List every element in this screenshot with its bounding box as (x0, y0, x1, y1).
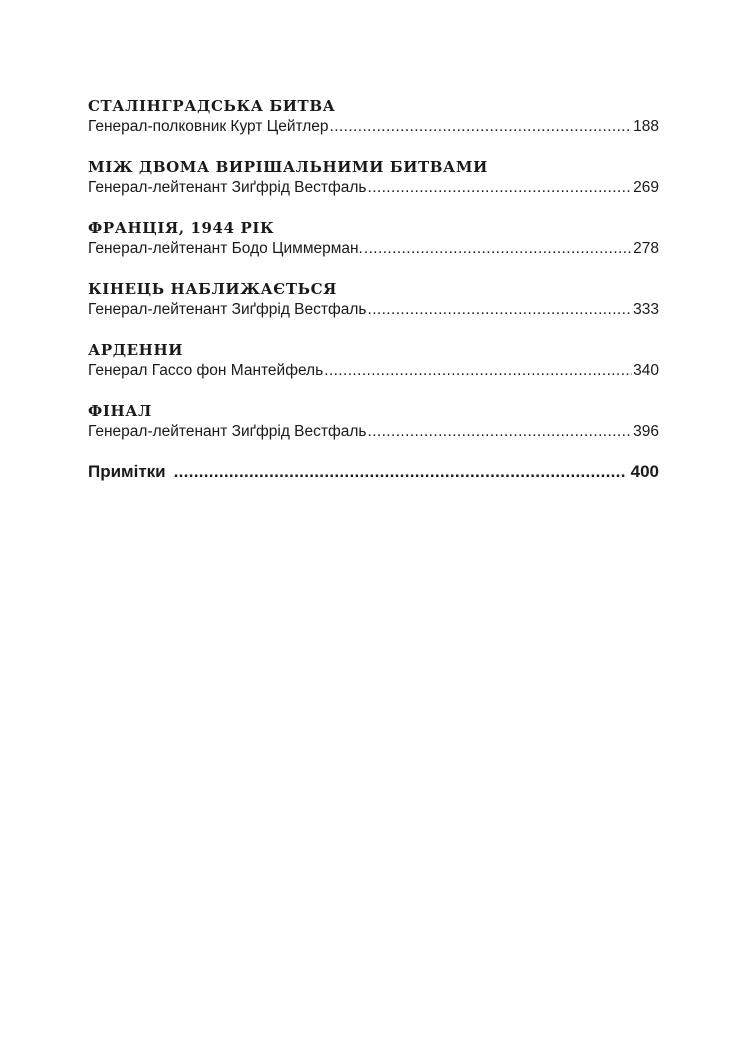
toc-section-end-approaches (88, 279, 659, 321)
section-title: СТАЛІНГРАДСЬКА БИТВА (88, 97, 336, 115)
entry-page-number: 333 (633, 301, 659, 318)
toc-section-ardennes (88, 340, 659, 382)
toc-section-between-battles (88, 157, 659, 199)
toc-entry[interactable] (88, 238, 659, 260)
entry-page-number: 269 (633, 179, 659, 196)
section-title: АРДЕННИ (88, 341, 183, 359)
dot-leader (367, 299, 632, 321)
toc-section-stalingrad (88, 96, 659, 138)
dot-leader (364, 238, 632, 260)
dot-leader (367, 177, 632, 199)
notes-label: Примітки (88, 462, 166, 481)
dot-leader (367, 421, 632, 443)
toc-entry-notes[interactable] (88, 460, 659, 484)
dot-leader (174, 460, 627, 484)
toc-entry[interactable] (88, 421, 659, 443)
toc-entry[interactable] (88, 177, 659, 199)
section-title: ФІНАЛ (88, 402, 152, 420)
entry-author: Генерал Гассо фон Мантейфель (88, 362, 324, 379)
notes-page-number: 400 (630, 462, 659, 481)
entry-page-number: 278 (633, 240, 659, 257)
entry-page-number: 188 (633, 118, 659, 135)
toc-entry[interactable] (88, 360, 659, 382)
dot-leader (324, 360, 632, 382)
section-title: ФРАНЦІЯ, 1944 РІК (88, 219, 275, 237)
toc-section-france-1944 (88, 218, 659, 260)
entry-page-number: 340 (633, 362, 659, 379)
toc-section-final (88, 401, 659, 443)
entry-author: Генерал-полковник Курт Цейтлер (88, 118, 329, 135)
entry-author: Генерал-лейтенант Бодо Циммерман. (88, 240, 363, 257)
section-title: МІЖ ДВОМА ВИРІШАЛЬНИМИ БИТВАМИ (88, 158, 488, 176)
table-of-contents (88, 96, 659, 484)
dot-leader (330, 116, 633, 138)
entry-page-number: 396 (633, 423, 659, 440)
entry-author: Генерал-лейтенант Зиґфрід Вестфаль (88, 301, 367, 318)
entry-author: Генерал-лейтенант Зиґфрід Вестфаль (88, 423, 367, 440)
toc-entry[interactable] (88, 116, 659, 138)
entry-author: Генерал-лейтенант Зиґфрід Вестфаль (88, 179, 367, 196)
toc-entry[interactable] (88, 299, 659, 321)
section-title: КІНЕЦЬ НАБЛИЖАЄТЬСЯ (88, 280, 337, 298)
